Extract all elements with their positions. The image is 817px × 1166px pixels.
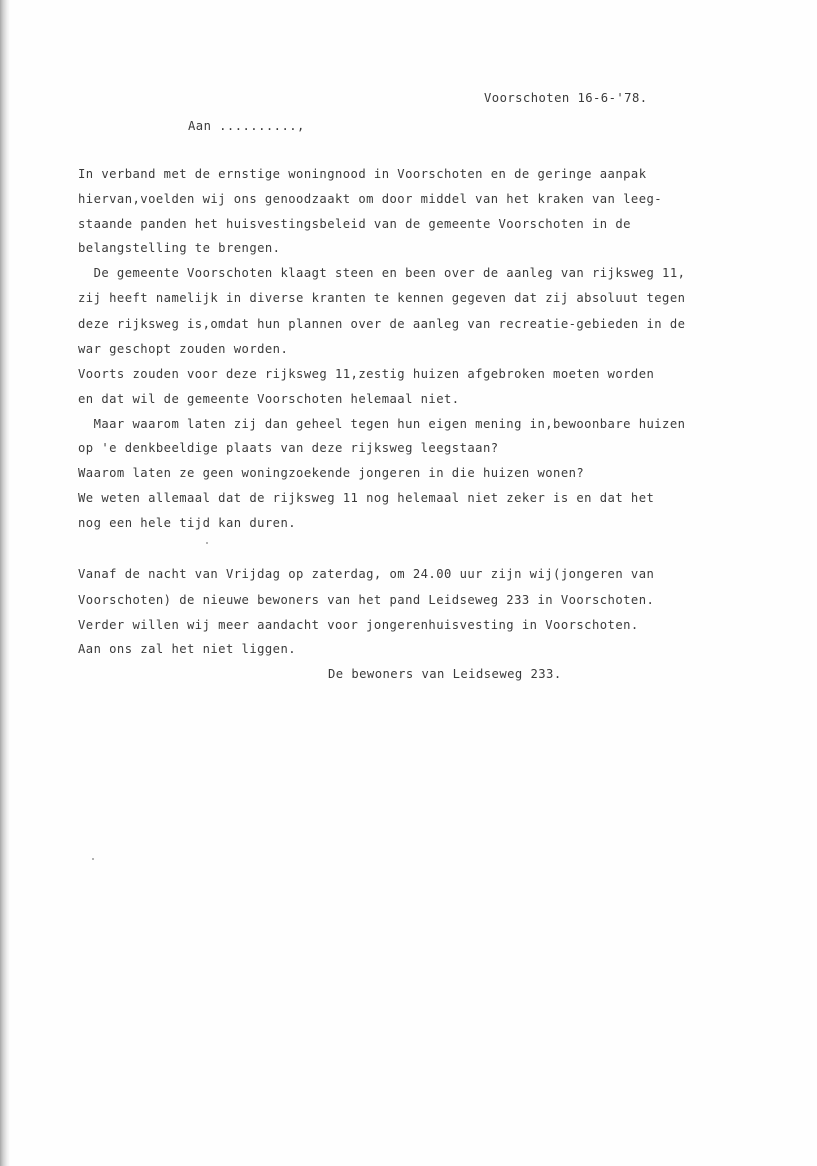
page-edge-shadow xyxy=(0,0,10,1166)
body-line: Vanaf de nacht van Vrijdag op zaterdag, om 24.00 uur zijn wij(jongeren van xyxy=(78,567,655,581)
body-line: Waarom laten ze geen woningzoekende jongeren in die huizen wonen? xyxy=(78,466,585,480)
body-line: op 'e denkbeeldige plaats van deze rijksweg leegstaan? xyxy=(78,441,499,455)
paper-speck xyxy=(92,858,94,860)
paper-speck xyxy=(206,542,208,544)
body-line: Aan ons zal het niet liggen. xyxy=(78,642,297,656)
body-line: war geschopt zouden worden. xyxy=(78,342,289,356)
body-line: In verband met de ernstige woningnood in Voorschoten en de geringe aanpak xyxy=(78,167,647,181)
body-line: De gemeente Voorschoten klaagt steen en been over de aanleg van rijksweg 11, xyxy=(78,266,686,280)
body-line: zij heeft namelijk in diverse kranten te kennen gegeven dat zij absoluut tegen xyxy=(78,291,686,305)
body-line: We weten allemaal dat de rijksweg 11 nog helemaal niet zeker is en dat het xyxy=(78,491,655,505)
body-line: Verder willen wij meer aandacht voor jongerenhuisvesting in Voorschoten. xyxy=(78,618,639,632)
letter-signature: De bewoners van Leidseweg 233. xyxy=(328,667,562,681)
body-line: Voorschoten) de nieuwe bewoners van het pand Leidseweg 233 in Voorschoten. xyxy=(78,593,655,607)
body-line: staande panden het huisvestingsbeleid van de gemeente Voorschoten in de xyxy=(78,217,631,231)
body-line: deze rijksweg is,omdat hun plannen over de aanleg van recreatie-gebieden in de xyxy=(78,317,686,331)
body-line: Voorts zouden voor deze rijksweg 11,zestig huizen afgebroken moeten worden xyxy=(78,367,655,381)
body-line: en dat wil de gemeente Voorschoten helemaal niet. xyxy=(78,392,460,406)
letter-date: Voorschoten 16-6-'78. xyxy=(484,91,648,105)
letter-salutation: Aan .........., xyxy=(188,119,305,133)
body-line: Maar waarom laten zij dan geheel tegen hun eigen mening in,bewoonbare huizen xyxy=(78,417,686,431)
body-line: hiervan,voelden wij ons genoodzaakt om door middel van het kraken van leeg- xyxy=(78,192,663,206)
body-line: nog een hele tijd kan duren. xyxy=(78,516,297,530)
body-line: belangstelling te brengen. xyxy=(78,241,281,255)
